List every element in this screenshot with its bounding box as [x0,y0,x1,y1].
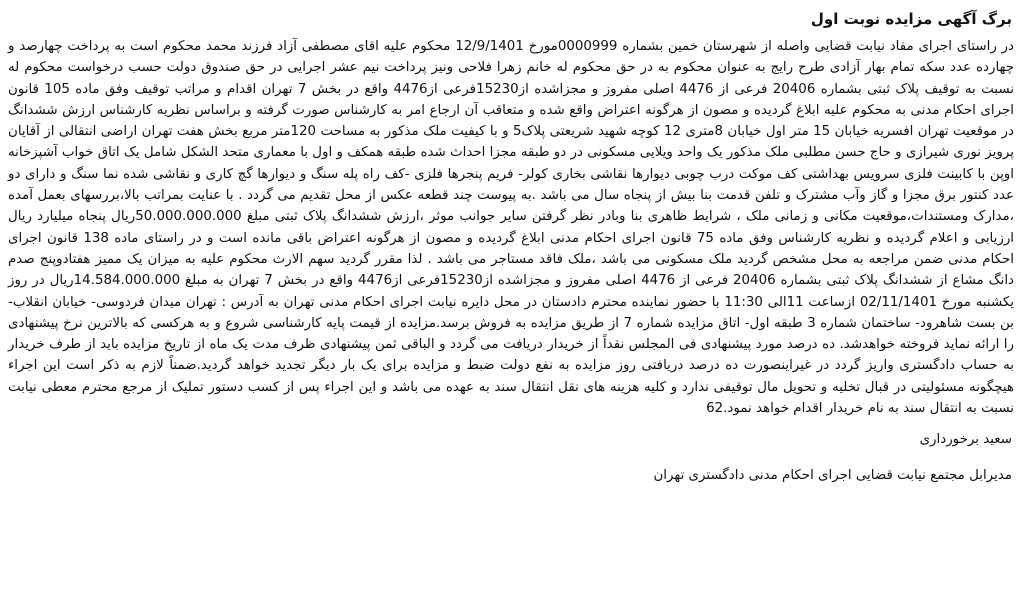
signature-spacer [8,451,1012,465]
signer-name: سعید برخورداری [919,432,1012,448]
notice-body: در راستای اجرای مفاد نیابت قضایی واصله از شهرستان خمین بشماره 0000999مورخ 12/9/1401 محکوم علیه اقای مصطفی آزاد فرزند محمد محکوم است به پرداخت چهارصد و چهارده عدد سکه تمام بهار آزادی طرح رایج به عنوان محکوم به در حق محکوم له خانم زهرا فلاحی ونیز پرداخت نیم عشر اجرایی در حق صندوق دولت حسب درخواست محکوم له نسبت به توقیف پلاک ثبتی بشماره 20406 فرعی از 4476 اصلی مفروز و مجزاشده از15230فرعی از4476 واقع در بخش 7 تهران اقدام و مراتب توقیف وفق ماده 105 قانون اجرای احکام مدنی به محکوم علیه ابلاغ گردیده و مصون از هرگونه اعتراض واقع شده و متعاقب آن ارجاع امر به کارشناس صورت گرفته و براساس نظریه کارشناس ارزش ششدانگ در موقعیت تهران افسریه خیابان 15 متر اول خیابان 8متری 12 کوچه شهید شریعتی پلاک5 و با کیفیت ملک مذکور به مساحت 120متر مربع بخش هفت تهران اراضی انتقالی از آقایان پرویز نوری شیرازی و حاج حسن مطلبی ملک مذکور یک واحد ویلایی مسکونی در دو طبقه مجزا احداث شده طبقه همکف و اول با معماری متحد الشکل شامل یک اتاق خواب آشپزخانه اوپن با کابینت فلزی سرویس بهداشتی کف موکت درب چوبی دیوارها نقاشی بخاری کولر- فریم پنجرها فلزی -کف راه پله سنگ و دیوارها گچ کاری و نقاشی شده نما سنگ و دارای دو عدد کنتور برق مجزا و گاز وآب مشترک و تلفن قدمت بنا بیش از پنجاه سال می باشد .به پیوست چند قطعه عکس از محل تقدیم می گردد . با عنایت بمراتب بالا،بررسهای بعمل آمده ،مدارک ومستندات،موقعیت مکانی و زمانی ملک ، شرایط ظاهری بنا وبادر نظر گرفتن سایر جوانب موثر ،ارزش ششدانگ پلاک ثبتی مبلغ 50.000.000.000ریال پنجاه میلیارد ریال ارزیابی و اعلام گردیده و نظریه کارشناس وفق ماده 75 قانون اجرای احکام مدنی ابلاغ گردیده و مصون از هرگونه اعتراض باقی مانده است و در راستای ماده 138 قانون اجرای احکام مدنی ضمن مراجعه به محل مشخص گردید ملک مسکونی می باشد ،ملک فاقد مستاجر می باشد . لذا مقرر گردید سهم الارث محکوم علیه به میزان یک ممیز هفتادوپنج صدم دانگ مشاع از ششدانگ پلاک ثبتی بشماره 20406 فرعی از 4476 اصلی مفروز و مجزاشده از15230فرعی از4476 واقع در بخش 7 تهران به مبلغ 14.584.000.000ریال در روز یکشنبه مورخ 02/11/1401 ازساعت 11الی 11:30 با حضور نماینده محترم دادستان در محل دایره نیابت اجرای احکام مدنی تهران به آدرس : تهران میدان فردوسی- خیابان انقلاب- بن بست شاهرود- ساختمان شماره 3 طبقه اول- اتاق مزایده شماره 7 از طریق مزایده به فروش برسد.مزایده از قیمت پایه کارشناسی شروع و به هرکسی که بالاترین نرخ پیشنهادی را ارائه نماید فروخته خواهدشد. ده درصد مورد پیشنهادی فی المجلس نقداً از خریدار دریافت می گردد و الباقی ثمن پیشنهادی ظرف مدت یک ماه از تاریخ مزایده باید از طرف خریدار به حساب دادگستری واریز گردد در غیراینصورت ده درصد دریافتی روز مزایده به نفع دولت ضبط و مزایده برای یک بار دیگر تجدید خواهد گردید.ضمناً لازم به ذکر است این اجراء هیچگونه مسئولیتی در قبال تخلیه و تحویل مال توقیفی ندارد و کلیه هزینه های نقل انتقال سند به عهده می باشد و این اجراء پس از کسب دستور تملیک از مرجع محترم معطی نیابت نسبت به انتقال سند به نام خریدار اقدام خواهد نمود.62 [8,39,1015,417]
signer-title: مدیرابل مجتمع نیابت قضایی اجرای احکام مدنی دادگستری تهران [653,467,1012,483]
notice-title: برگ آگهی مزایده نوبت اول [810,10,1012,28]
signature-block [8,429,1012,486]
